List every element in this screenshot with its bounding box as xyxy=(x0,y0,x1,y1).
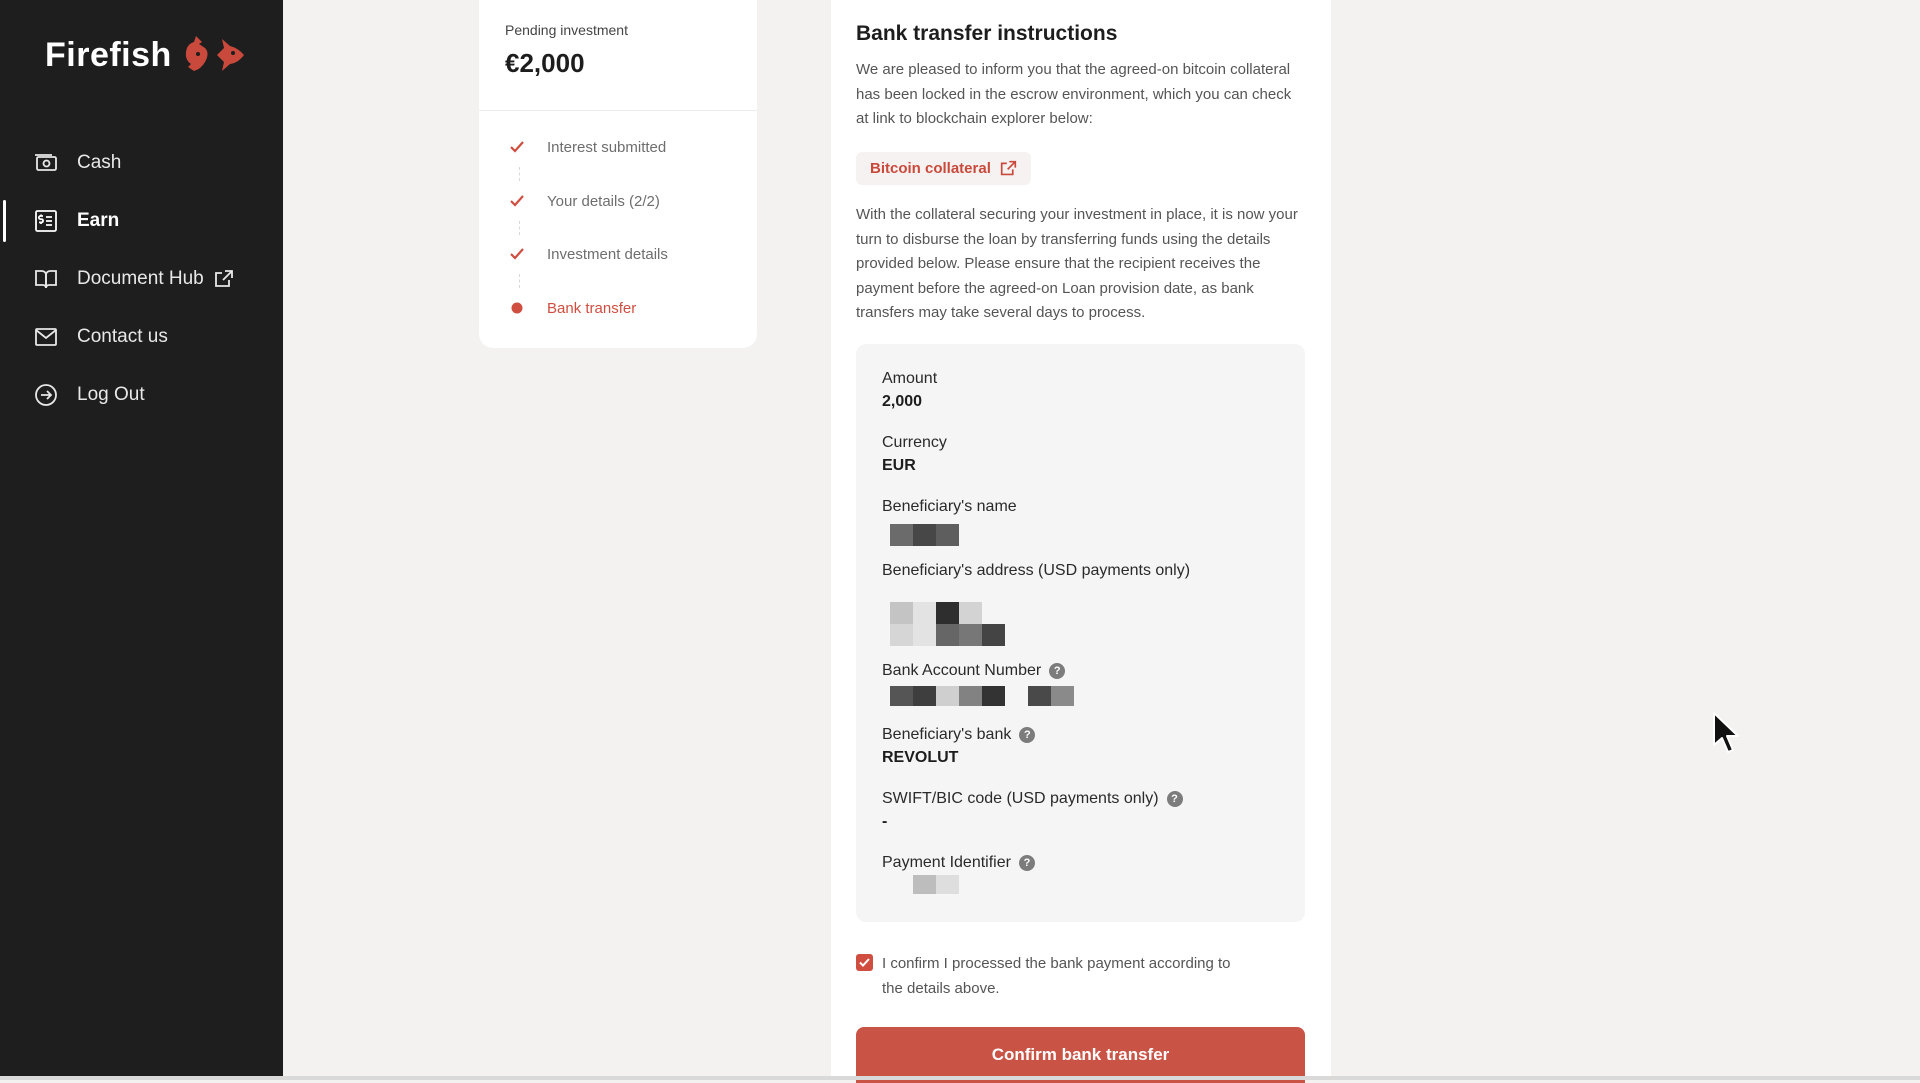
confirm-row xyxy=(856,952,1242,1001)
step-connector xyxy=(519,167,520,181)
beneficiary-bank-value: REVOLUT xyxy=(882,749,959,766)
book-icon xyxy=(33,266,59,292)
step-label: Your details (2/2) xyxy=(547,192,660,210)
firefish-logo[interactable] xyxy=(45,34,248,76)
mail-icon xyxy=(33,324,59,350)
check-icon xyxy=(505,135,529,159)
step-label: Interest submitted xyxy=(547,138,667,156)
bitcoin-collateral-link[interactable] xyxy=(856,152,1031,185)
sidebar xyxy=(0,0,283,1080)
redacted-payment-identifier xyxy=(913,875,959,894)
step-interest-submitted xyxy=(505,135,666,159)
step-label: Bank transfer xyxy=(547,299,637,317)
sidebar-item-contact-us[interactable] xyxy=(0,308,283,366)
sidebar-item-label: Earn xyxy=(77,210,120,231)
currency-field xyxy=(882,434,947,475)
pending-investment-label: Pending investment xyxy=(505,22,628,38)
confirm-bank-transfer-button[interactable]: Confirm bank transfer xyxy=(856,1027,1305,1083)
bitcoin-collateral-label: Bitcoin collateral xyxy=(870,160,991,177)
amount-label: Amount xyxy=(882,370,938,387)
sidebar-item-log-out[interactable] xyxy=(0,366,283,424)
step-bank-transfer xyxy=(505,296,636,320)
logout-icon xyxy=(33,382,59,408)
earn-icon xyxy=(33,208,59,234)
body-text: With the collateral securing your investment in place, it is now your turn to disburse the loan by transferring funds using the details provided below. Please ensure that the recipient receives the payment before the agreed-on Loan provision date, as bank transfers may take several days to process. xyxy=(856,206,1298,321)
check-icon xyxy=(505,242,529,266)
sidebar-item-label: Log Out xyxy=(77,384,145,405)
sidebar-item-label: Contact us xyxy=(77,326,168,347)
step-investment-details xyxy=(505,242,668,266)
mouse-pointer-icon xyxy=(1712,711,1742,760)
sidebar-item-document-hub[interactable] xyxy=(0,250,283,308)
redacted-beneficiary-address xyxy=(890,602,1005,646)
divider xyxy=(479,110,757,111)
help-icon[interactable]: ? xyxy=(1049,663,1065,679)
step-connector xyxy=(519,221,520,235)
cash-icon xyxy=(33,150,59,176)
step-your-details xyxy=(505,189,660,213)
fish-logo-icon xyxy=(182,34,248,76)
swift-label: SWIFT/BIC code (USD payments only) xyxy=(882,790,1159,807)
currency-value: EUR xyxy=(882,457,916,474)
bank-account-number-field xyxy=(882,662,1065,680)
amount-value: 2,000 xyxy=(882,393,923,410)
step-label: Investment details xyxy=(547,245,668,263)
bank-transfer-panel xyxy=(831,0,1331,1080)
confirm-checkbox[interactable] xyxy=(856,954,873,971)
beneficiary-bank-label: Beneficiary's bank xyxy=(882,726,1012,743)
swift-field xyxy=(882,790,1183,831)
confirm-text[interactable]: I confirm I processed the bank payment according to the details above. xyxy=(882,955,1231,997)
sidebar-item-earn[interactable] xyxy=(0,192,283,250)
check-icon xyxy=(505,189,529,213)
external-link-icon xyxy=(1000,160,1017,177)
beneficiary-name-label: Beneficiary's name xyxy=(882,498,1017,515)
help-icon[interactable]: ? xyxy=(1167,791,1183,807)
panel-title: Bank transfer instructions xyxy=(856,22,1118,45)
step-connector xyxy=(519,274,520,288)
currency-label: Currency xyxy=(882,434,947,451)
sidebar-item-label: Document Hub xyxy=(77,268,204,289)
bank-account-number-label: Bank Account Number xyxy=(882,662,1042,679)
sidebar-item-cash[interactable] xyxy=(0,134,283,192)
sidebar-item-label: Cash xyxy=(77,152,122,173)
redacted-beneficiary-name xyxy=(890,524,959,546)
payment-identifier-label: Payment Identifier xyxy=(882,854,1011,871)
payment-details-box xyxy=(856,344,1305,922)
bottom-edge xyxy=(0,1076,1920,1080)
sidebar-nav xyxy=(0,134,283,424)
intro-text: We are pleased to inform you that the agreed-on bitcoin collateral has been locked in the escrow environment, which you can check at link to blockchain explorer below: xyxy=(856,61,1292,127)
help-icon[interactable]: ? xyxy=(1019,855,1035,871)
beneficiary-name-field xyxy=(882,498,1017,516)
beneficiary-address-label: Beneficiary's address (USD payments only) xyxy=(882,562,1191,579)
amount-field xyxy=(882,370,937,411)
payment-identifier-field xyxy=(882,854,1035,872)
help-icon[interactable]: ? xyxy=(1019,727,1035,743)
external-link-icon xyxy=(214,269,234,289)
redacted-account-number xyxy=(890,686,1074,706)
pending-investment-amount: €2,000 xyxy=(505,48,585,78)
beneficiary-address-field xyxy=(882,562,1190,580)
beneficiary-bank-field xyxy=(882,726,1035,767)
swift-value: - xyxy=(882,813,888,830)
current-step-dot-icon xyxy=(505,296,529,320)
investment-steps-card xyxy=(479,0,757,348)
logo-text: Firefish xyxy=(45,35,172,74)
